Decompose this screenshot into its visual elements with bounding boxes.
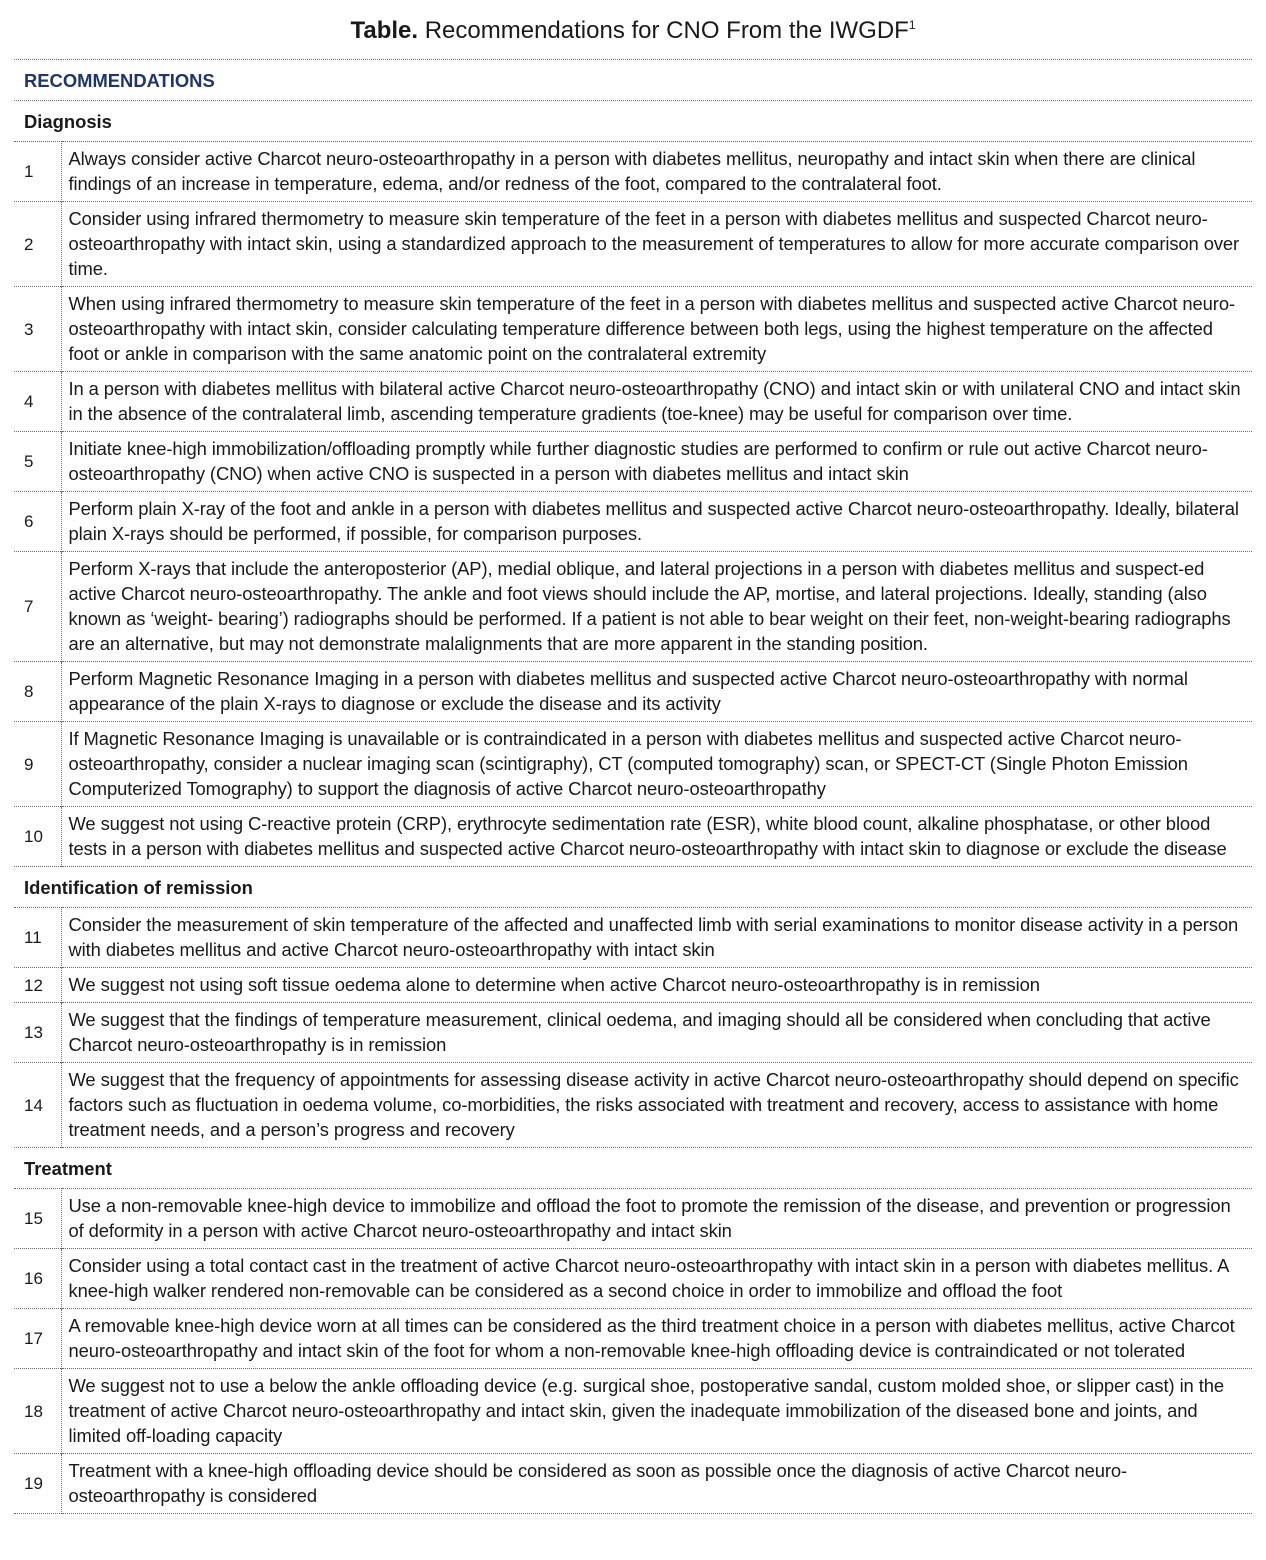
table-title	[14, 14, 1252, 48]
recommendation-number: 13	[14, 1003, 61, 1063]
recommendation-text: Always consider active Charcot neuro-osteoarthropathy in a person with diabetes mellitus, neuropathy and intact skin when there are clinical findings of an increase in temperature, edema, and/or redness of the foot, compared to the contralateral foot.	[61, 142, 1252, 202]
section-row	[14, 101, 1252, 142]
table-row	[14, 1369, 1252, 1454]
recommendation-text: We suggest not to use a below the ankle offloading device (e.g. surgical shoe, postoperative sandal, custom molded shoe, or slipper cast) in the treatment of active Charcot neuro-osteoarthropathy and intact skin, given the inadequate immobilization of the diseased bone and joints, and limited off-loading capacity	[61, 1369, 1252, 1454]
table-row	[14, 432, 1252, 492]
table-row	[14, 1454, 1252, 1514]
recommendation-number: 5	[14, 432, 61, 492]
recommendation-number: 3	[14, 287, 61, 372]
table-header: RECOMMENDATIONS	[14, 60, 1252, 101]
table-row	[14, 142, 1252, 202]
recommendation-text: Perform plain X-ray of the foot and ankle in a person with diabetes mellitus and suspected active Charcot neuro-osteoarthropathy. Ideally, bilateral plain X-rays should be performed, if possible, for comparison purposes.	[61, 492, 1252, 552]
table-row	[14, 968, 1252, 1003]
recommendation-number: 6	[14, 492, 61, 552]
table-title-text: Recommendations for CNO From the IWGDF	[418, 17, 909, 44]
recommendation-text: Treatment with a knee-high offloading device should be considered as soon as possible once the diagnosis of active Charcot neuro-osteoarthropathy is considered	[61, 1454, 1252, 1514]
recommendation-number: 19	[14, 1454, 61, 1514]
table-row	[14, 552, 1252, 662]
recommendation-number: 8	[14, 662, 61, 722]
recommendation-number: 17	[14, 1309, 61, 1369]
table-row	[14, 1003, 1252, 1063]
recommendation-text: We suggest that the findings of temperature measurement, clinical oedema, and imaging should all be considered when concluding that active Charcot neuro-osteoarthropathy is in remission	[61, 1003, 1252, 1063]
table-title-label: Table.	[350, 17, 419, 44]
recommendation-number: 16	[14, 1249, 61, 1309]
recommendation-text: In a person with diabetes mellitus with bilateral active Charcot neuro-osteoarthropathy (CNO) and intact skin or with unilateral CNO and intact skin in the absence of the contralateral limb, ascending temperature gradients (toe-knee) may be useful for comparison over time.	[61, 372, 1252, 432]
recommendation-number: 9	[14, 722, 61, 807]
table-row	[14, 722, 1252, 807]
table-row	[14, 908, 1252, 968]
table-header-row	[14, 60, 1252, 101]
recommendation-number: 2	[14, 202, 61, 287]
table-row	[14, 662, 1252, 722]
recommendation-text: Perform X-rays that include the anteroposterior (AP), medial oblique, and lateral projections in a person with diabetes mellitus and suspect-ed active Charcot neuro-osteoarthropathy. The ankle and foot views should include the AP, mortise, and lateral projections. Ideally, standing (also known as ‘weight- bearing’) radiographs should be performed. If a patient is not able to bear weight on their feet, non-weight-bearing radiographs are an alternative, but may not demonstrate malalignments that are more apparent in the standing position.	[61, 552, 1252, 662]
recommendation-text: Consider using infrared thermometry to measure skin temperature of the feet in a person with diabetes mellitus and suspected Charcot neuro-osteoarthropathy with intact skin, using a standardized approach to the measurement of temperatures to allow for more accurate comparison over time.	[61, 202, 1252, 287]
recommendation-number: 14	[14, 1063, 61, 1148]
table-row	[14, 1249, 1252, 1309]
table-row	[14, 492, 1252, 552]
table-row	[14, 807, 1252, 867]
recommendation-number: 18	[14, 1369, 61, 1454]
recommendation-text: We suggest that the frequency of appointments for assessing disease activity in active Charcot neuro-osteoarthropathy should depend on specific factors such as fluctuation in oedema volume, co-morbidities, the risks associated with treatment and recovery, access to assistance with home treatment needs, and a person’s progress and recovery	[61, 1063, 1252, 1148]
recommendation-text: Consider using a total contact cast in the treatment of active Charcot neuro-osteoarthropathy with intact skin in a person with diabetes mellitus. A knee-high walker rendered non-removable can be considered as a second choice in order to immobilize and offload the foot	[61, 1249, 1252, 1309]
recommendation-text: Consider the measurement of skin temperature of the affected and unaffected limb with serial examinations to monitor disease activity in a person with diabetes mellitus and active Charcot neuro-osteoarthropathy with intact skin	[61, 908, 1252, 968]
section-heading: Identification of remission	[14, 867, 1252, 908]
table-row	[14, 1063, 1252, 1148]
table-row	[14, 1309, 1252, 1369]
recommendation-number: 4	[14, 372, 61, 432]
table-row	[14, 202, 1252, 287]
section-heading: Treatment	[14, 1148, 1252, 1189]
section-row	[14, 867, 1252, 908]
section-heading: Diagnosis	[14, 101, 1252, 142]
table-row	[14, 287, 1252, 372]
recommendation-number: 15	[14, 1189, 61, 1249]
recommendation-text: We suggest not using soft tissue oedema alone to determine when active Charcot neuro-osteoarthropathy is in remission	[61, 968, 1252, 1003]
recommendation-text: Perform Magnetic Resonance Imaging in a person with diabetes mellitus and suspected active Charcot neuro-osteoarthropathy with normal appearance of the plain X-rays to diagnose or exclude the disease and its activity	[61, 662, 1252, 722]
recommendation-number: 11	[14, 908, 61, 968]
recommendation-number: 12	[14, 968, 61, 1003]
table-row	[14, 372, 1252, 432]
recommendation-number: 1	[14, 142, 61, 202]
recommendation-text: Initiate knee-high immobilization/offloading promptly while further diagnostic studies are performed to confirm or rule out active Charcot neuro-osteoarthropathy (CNO) when active CNO is suspected in a person with diabetes mellitus and intact skin	[61, 432, 1252, 492]
recommendations-table	[14, 59, 1252, 1514]
recommendation-text: We suggest not using C-reactive protein (CRP), erythrocyte sedimentation rate (ESR), white blood count, alkaline phosphatase, or other blood tests in a person with diabetes mellitus and suspected active Charcot neuro-osteoarthropathy with intact skin to diagnose or exclude the disease	[61, 807, 1252, 867]
recommendations-table-body	[14, 60, 1252, 1514]
section-row	[14, 1148, 1252, 1189]
recommendation-text: Use a non-removable knee-high device to immobilize and offload the foot to promote the remission of the disease, and prevention or progression of deformity in a person with active Charcot neuro-osteoarthropathy and intact skin	[61, 1189, 1252, 1249]
recommendation-text: A removable knee-high device worn at all times can be considered as the third treatment choice in a person with diabetes mellitus, active Charcot neuro-osteoarthropathy and intact skin of the foot for whom a non-removable knee-high offloading device is contraindicated or not tolerated	[61, 1309, 1252, 1369]
recommendation-number: 10	[14, 807, 61, 867]
table-row	[14, 1189, 1252, 1249]
recommendation-text: When using infrared thermometry to measure skin temperature of the feet in a person with diabetes mellitus and suspected active Charcot neuro-osteoarthropathy with intact skin, consider calculating temperature difference between both legs, using the highest temperature on the affected foot or ankle in comparison with the same anatomic point on the contralateral extremity	[61, 287, 1252, 372]
recommendation-text: If Magnetic Resonance Imaging is unavailable or is contraindicated in a person with diabetes mellitus and suspected active Charcot neuro-osteoarthropathy, consider a nuclear imaging scan (scintigraphy), CT (computed tomography) scan, or SPECT-CT (Single Photon Emission Computerized Tomography) to support the diagnosis of active Charcot neuro-osteoarthropathy	[61, 722, 1252, 807]
table-title-footnote-ref: 1	[908, 18, 916, 32]
recommendation-number: 7	[14, 552, 61, 662]
